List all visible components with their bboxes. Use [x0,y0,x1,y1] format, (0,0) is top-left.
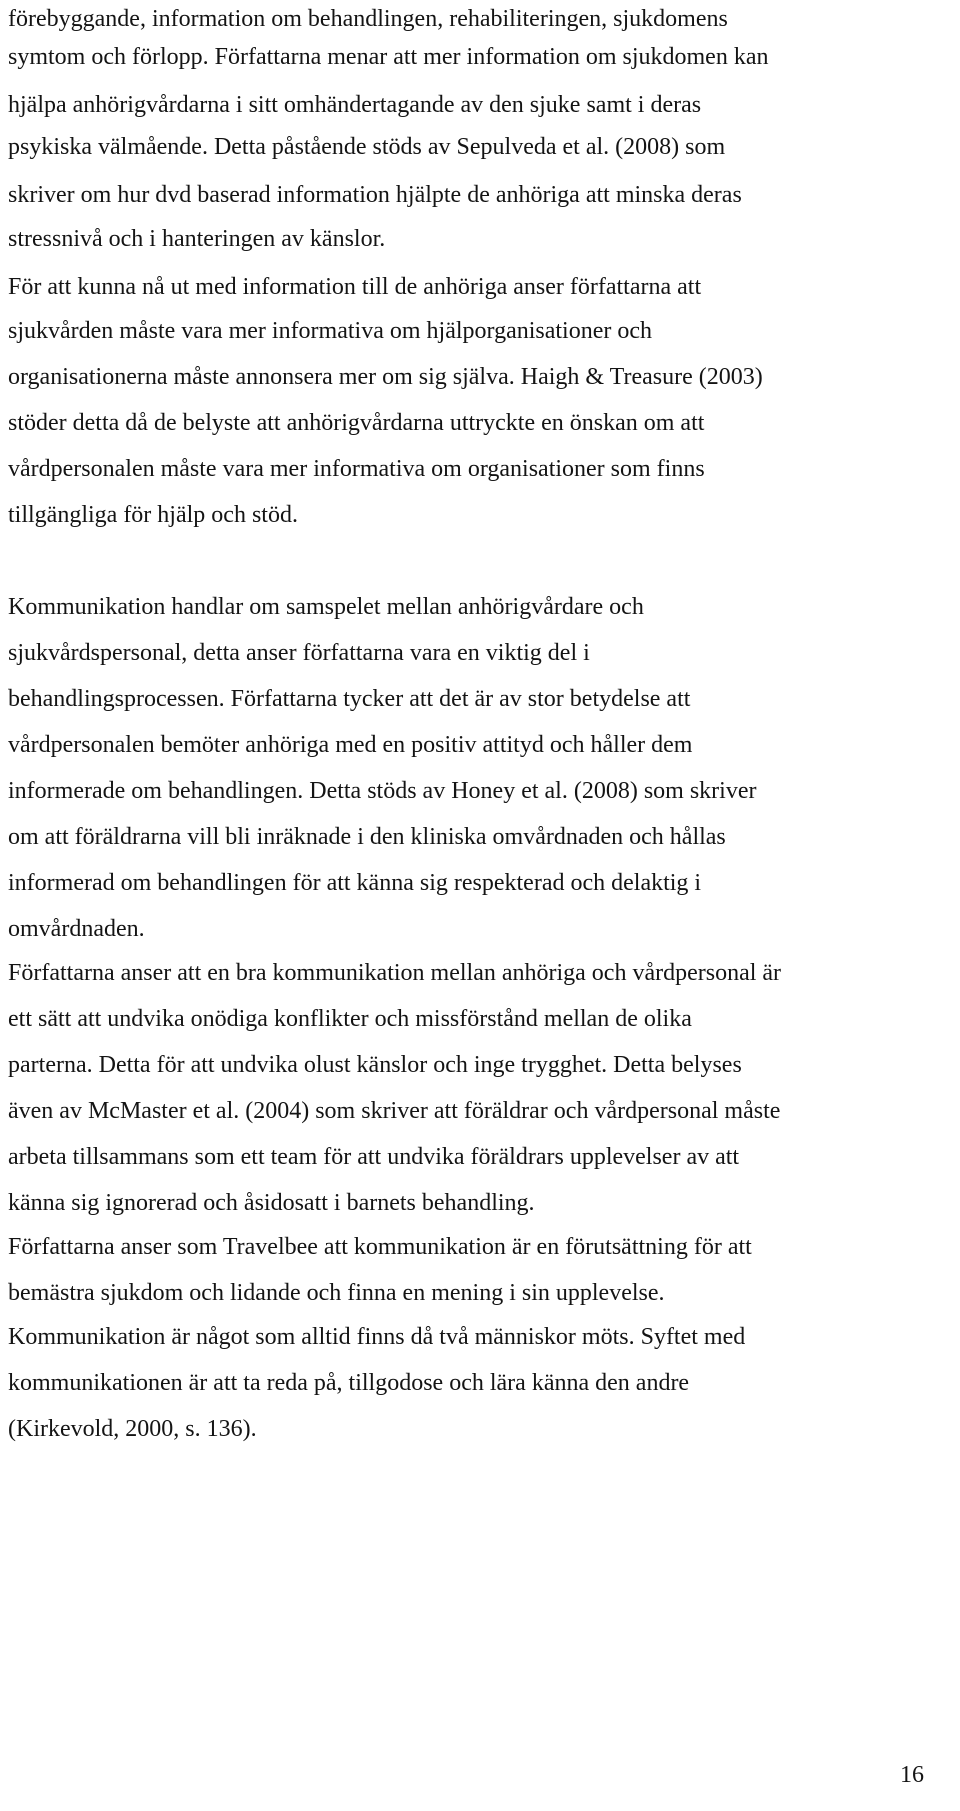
text-line: Författarna anser som Travelbee att kommunikation är en förutsättning för att [8,1234,752,1260]
text-line: organisationerna måste annonsera mer om sig själva. Haigh & Treasure (2003) [8,364,763,390]
text-line: hjälpa anhörigvårdarna i sitt omhändertagande av den sjuke samt i deras [8,92,702,118]
text-line: informerade om behandlingen. Detta stöds av Honey et al. (2008) som skriver [8,778,757,804]
text-line: vårdpersonalen bemöter anhöriga med en positiv attityd och håller dem [8,732,693,758]
text-line: sjukvårdspersonal, detta anser författarna vara en viktig del i [8,640,590,666]
text-line: känna sig ignorerad och åsidosatt i barnets behandling. [8,1190,535,1216]
text-line: om att föräldrarna vill bli inräknade i den kliniska omvårdnaden och hållas [8,824,726,850]
text-line: tillgängliga för hjälp och stöd. [8,502,298,528]
text-line: Kommunikation är något som alltid finns då två människor möts. Syftet med [8,1324,746,1350]
text-line: förebyggande, information om behandlingen, rehabiliteringen, sjukdomens [8,6,728,32]
text-line: bemästra sjukdom och lidande och finna en mening i sin upplevelse. [8,1280,665,1306]
text-line: vårdpersonalen måste vara mer informativa om organisationer som finns [8,456,705,482]
text-line: behandlingsprocessen. Författarna tycker att det är av stor betydelse att [8,686,691,712]
text-line: skriver om hur dvd baserad information hjälpte de anhöriga att minska deras [8,182,742,208]
text-line: även av McMaster et al. (2004) som skriver att föräldrar och vårdpersonal måste [8,1098,781,1124]
text-line: (Kirkevold, 2000, s. 136). [8,1416,257,1442]
text-line: parterna. Detta för att undvika olust känslor och inge trygghet. Detta belyses [8,1052,742,1078]
page-number: 16 [900,1762,924,1788]
text-line: psykiska välmående. Detta påstående stöds av Sepulveda et al. (2008) som [8,134,726,160]
text-line: arbeta tillsammans som ett team för att undvika föräldrars upplevelser av att [8,1144,740,1170]
text-line: stressnivå och i hanteringen av känslor. [8,226,386,252]
text-line: ett sätt att undvika onödiga konflikter och missförstånd mellan de olika [8,1006,692,1032]
text-line: informerad om behandlingen för att känna sig respekterad och delaktig i [8,870,702,896]
text-line: kommunikationen är att ta reda på, tillgodose och lära känna den andre [8,1370,690,1396]
text-line: Kommunikation handlar om samspelet mellan anhörigvårdare och [8,594,644,620]
text-line: För att kunna nå ut med information till de anhöriga anser författarna att [8,274,702,300]
text-line: sjukvården måste vara mer informativa om hjälporganisationer och [8,318,653,344]
text-line: stöder detta då de belyste att anhörigvårdarna uttryckte en önskan om att [8,410,705,436]
text-line: omvårdnaden. [8,916,145,942]
text-line: symtom och förlopp. Författarna menar att mer information om sjukdomen kan [8,44,769,70]
text-line: Författarna anser att en bra kommunikation mellan anhöriga och vårdpersonal är [8,960,782,986]
